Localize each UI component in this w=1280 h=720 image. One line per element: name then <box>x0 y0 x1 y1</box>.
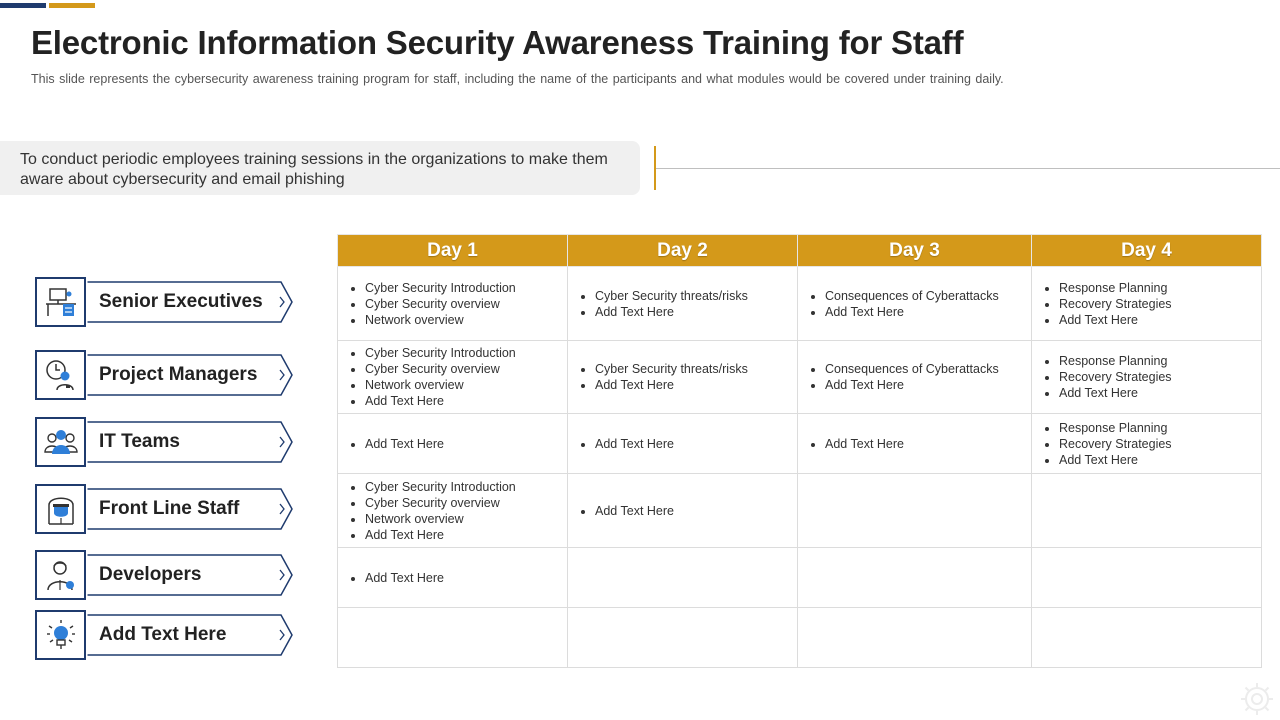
role-label-box <box>87 554 293 596</box>
list-item: • Cyber Security threats/risks <box>595 361 789 377</box>
list-item: • Add Text Here <box>595 436 789 452</box>
list-item: • Add Text Here <box>365 436 559 452</box>
table-cell <box>568 608 798 668</box>
list-item: • Network overview <box>365 511 559 527</box>
list-item: • Add Text Here <box>825 304 1023 320</box>
table-header-row <box>338 235 1262 267</box>
desk-computer-icon <box>35 277 86 327</box>
objective-rule-line <box>656 168 1280 169</box>
list-item: • Add Text Here <box>595 377 789 393</box>
table-cell <box>338 608 568 668</box>
role-project-managers <box>35 350 295 400</box>
list-item: • Add Text Here <box>1059 385 1253 401</box>
table-cell <box>338 414 568 474</box>
table-cell <box>568 548 798 608</box>
accent-bar-gold <box>49 3 95 8</box>
list-item: • Recovery Strategies <box>1059 369 1253 385</box>
clock-manager-icon <box>35 350 86 400</box>
role-name: Add Text Here <box>99 624 227 645</box>
table-cell <box>568 267 798 341</box>
table-cell <box>1032 548 1262 608</box>
table-cell <box>798 267 1032 341</box>
lightbulb-idea-icon <box>35 610 86 660</box>
table-cell <box>1032 608 1262 668</box>
header-day-4: Day 4 <box>1032 235 1262 267</box>
cell-bullet-list <box>576 361 789 393</box>
table-cell <box>568 414 798 474</box>
cell-bullet-list <box>806 436 1023 452</box>
cell-bullet-list <box>806 361 1023 393</box>
list-item: • Response Planning <box>1059 280 1253 296</box>
header-day-1: Day 1 <box>338 235 568 267</box>
role-name: Developers <box>99 564 202 585</box>
cell-bullet-list <box>576 436 789 452</box>
list-item: • Consequences of Cyberattacks <box>825 288 1023 304</box>
cell-bullet-list <box>1040 280 1253 328</box>
list-item: • Cyber Security overview <box>365 361 559 377</box>
table-row <box>338 474 1262 548</box>
table-cell <box>1032 414 1262 474</box>
list-item: • Cyber Security Introduction <box>365 280 559 296</box>
list-item: • Response Planning <box>1059 420 1253 436</box>
role-developers <box>35 550 295 600</box>
watermark-seal-icon <box>1240 682 1274 716</box>
training-schedule-table <box>337 234 1262 668</box>
list-item: • Add Text Here <box>1059 452 1253 468</box>
list-item: • Add Text Here <box>365 570 559 586</box>
page-title: Electronic Information Security Awareness Training for Staff <box>31 24 964 61</box>
list-item: • Cyber Security overview <box>365 495 559 511</box>
table-row <box>338 548 1262 608</box>
objective-box <box>0 141 640 195</box>
role-it-teams <box>35 417 295 467</box>
role-label-box <box>87 354 293 396</box>
accent-bar-navy <box>0 3 46 8</box>
hooded-worker-icon <box>35 484 86 534</box>
header-day-3: Day 3 <box>798 235 1032 267</box>
role-label-box <box>87 421 293 463</box>
role-name: Project Managers <box>99 364 258 385</box>
cell-bullet-list <box>806 288 1023 320</box>
list-item: • Network overview <box>365 377 559 393</box>
table-row <box>338 341 1262 414</box>
table-cell <box>1032 474 1262 548</box>
table-cell <box>798 474 1032 548</box>
table-cell <box>338 341 568 414</box>
list-item: • Add Text Here <box>825 377 1023 393</box>
table-cell <box>568 341 798 414</box>
list-item: • Cyber Security Introduction <box>365 345 559 361</box>
table-cell <box>338 267 568 341</box>
table-cell <box>338 548 568 608</box>
role-name: Senior Executives <box>99 291 263 312</box>
cell-bullet-list <box>1040 353 1253 401</box>
list-item: • Cyber Security Introduction <box>365 479 559 495</box>
table-cell <box>1032 267 1262 341</box>
cell-bullet-list <box>346 436 559 452</box>
table-row <box>338 414 1262 474</box>
list-item: • Add Text Here <box>365 393 559 409</box>
role-senior-executives <box>35 277 295 327</box>
cell-bullet-list <box>1040 420 1253 468</box>
list-item: • Add Text Here <box>825 436 1023 452</box>
list-item: • Cyber Security threats/risks <box>595 288 789 304</box>
table-cell <box>1032 341 1262 414</box>
table-cell <box>568 474 798 548</box>
table-cell <box>798 608 1032 668</box>
cell-bullet-list <box>346 479 559 543</box>
role-add-text <box>35 610 295 660</box>
table-cell <box>798 414 1032 474</box>
objective-text: To conduct periodic employees training sessions in the organizations to make them aware about cybersecurity and email phishing <box>20 151 608 188</box>
developer-person-icon <box>35 550 86 600</box>
list-item: • Network overview <box>365 312 559 328</box>
table-body <box>338 267 1262 668</box>
list-item: • Cyber Security overview <box>365 296 559 312</box>
table-cell <box>338 474 568 548</box>
role-name: IT Teams <box>99 431 180 452</box>
table-cell <box>798 341 1032 414</box>
role-label-box <box>87 614 293 656</box>
list-item: • Add Text Here <box>595 304 789 320</box>
list-item: • Response Planning <box>1059 353 1253 369</box>
table-row <box>338 267 1262 341</box>
cell-bullet-list <box>346 570 559 586</box>
role-front-line-staff <box>35 484 295 534</box>
header-day-2: Day 2 <box>568 235 798 267</box>
role-label-box <box>87 488 293 530</box>
list-item: • Recovery Strategies <box>1059 436 1253 452</box>
role-label-box <box>87 281 293 323</box>
table-cell <box>798 548 1032 608</box>
team-group-icon <box>35 417 86 467</box>
cell-bullet-list <box>576 288 789 320</box>
table-row <box>338 608 1262 668</box>
cell-bullet-list <box>346 345 559 409</box>
list-item: • Recovery Strategies <box>1059 296 1253 312</box>
role-name: Front Line Staff <box>99 498 240 519</box>
list-item: • Add Text Here <box>1059 312 1253 328</box>
list-item: • Add Text Here <box>365 527 559 543</box>
cell-bullet-list <box>346 280 559 328</box>
list-item: • Add Text Here <box>595 503 789 519</box>
cell-bullet-list <box>576 503 789 519</box>
list-item: • Consequences of Cyberattacks <box>825 361 1023 377</box>
page-subtitle: This slide represents the cybersecurity awareness training program for staff, including the name of the participants and what modules would be covered under training daily. <box>31 72 1004 86</box>
